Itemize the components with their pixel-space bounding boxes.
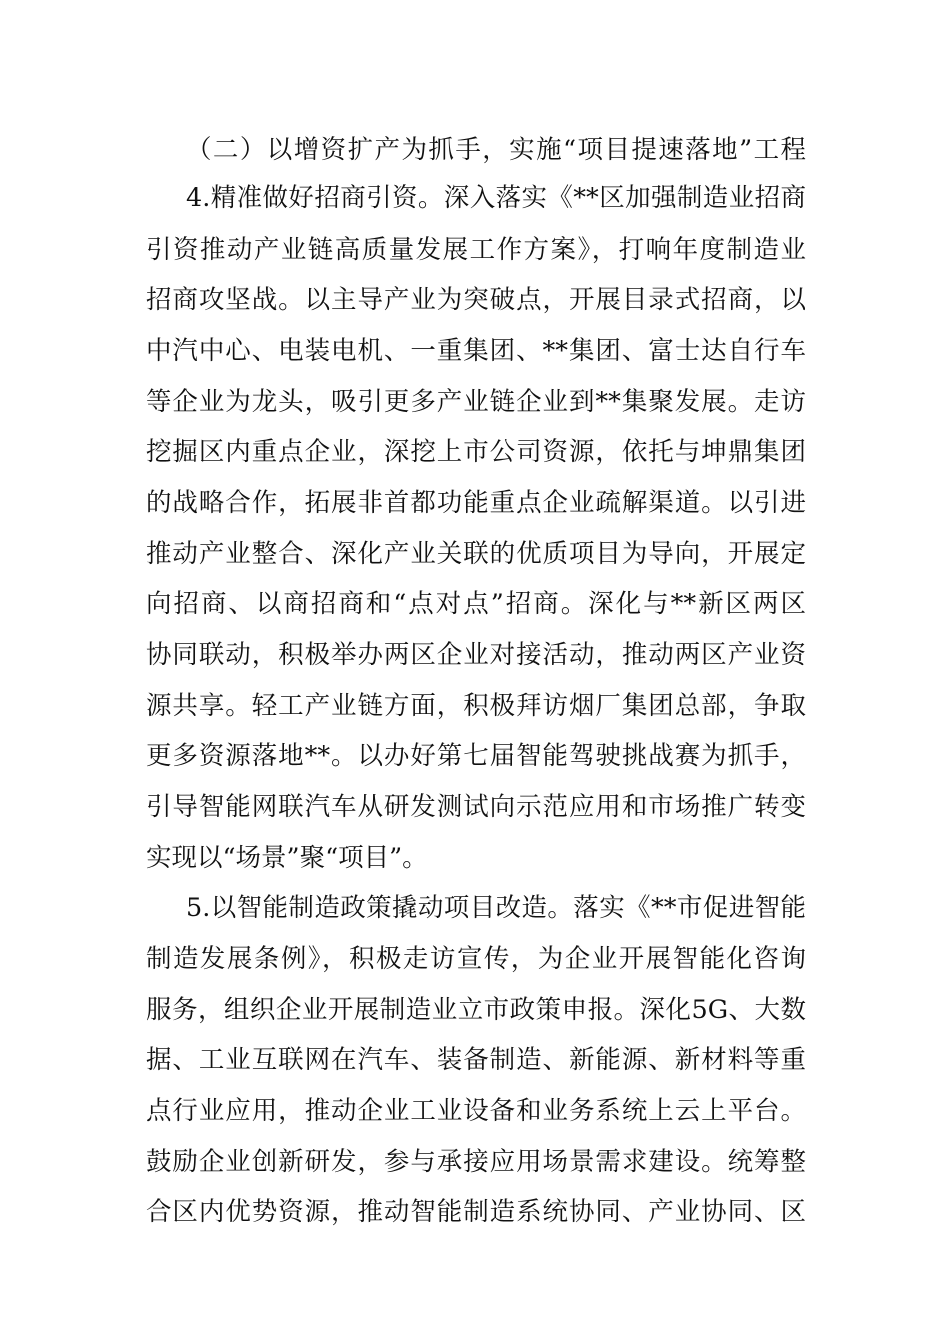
paragraph-1-line-7: 的战略合作，拓展非首都功能重点企业疏解渠道。以引进 [146,488,806,518]
paragraph-1-line-13: 引导智能网联汽车从研发测试向示范应用和市场推广转变 [146,792,806,822]
paragraph-1-line-10: 协同联动，积极举办两区企业对接活动，推动两区产业资 [146,640,806,670]
paragraph-2-line-2: 制造发展条例》，积极走访宣传，为企业开展智能化咨询 [146,944,806,974]
paragraph-2-line-6: 鼓励企业创新研发，参与承接应用场景需求建设。统筹整 [146,1147,806,1177]
paragraph-2-line-4: 据、工业互联网在汽车、装备制造、新能源、新材料等重 [146,1045,806,1075]
paragraph-2-line-5: 点行业应用，推动企业工业设备和业务系统上云上平台。 [146,1096,806,1126]
paragraph-1-line-5: 等企业为龙头，吸引更多产业链企业到**集聚发展。走访 [146,387,806,417]
paragraph-1-line-4: 中汽中心、电装电机、一重集团、**集团、富士达自行车 [146,336,806,366]
section-heading: （二）以增资扩产为抓手，实施“项目提速落地”工程 [186,135,806,165]
paragraph-1-line-12: 更多资源落地**。以办好第七届智能驾驶挑战赛为抓手， [146,741,806,771]
paragraph-2-line-7: 合区内优势资源，推动智能制造系统协同、产业协同、区 [146,1197,806,1227]
paragraph-1-line-6: 挖掘区内重点企业，深挖上市公司资源，依托与坤鼎集团 [146,437,806,467]
paragraph-1-line-11: 源共享。轻工产业链方面，积极拜访烟厂集团总部，争取 [146,691,806,721]
paragraph-1-line-9: 向招商、以商招商和“点对点”招商。深化与**新区两区 [146,589,806,619]
paragraph-2-line-1: 5.以智能制造政策撬动项目改造。落实《**市促进智能 [186,893,806,923]
paragraph-2-line-3: 服务，组织企业开展制造业立市政策申报。深化5G、大数 [146,995,806,1025]
paragraph-1-line-3: 招商攻坚战。以主导产业为突破点，开展目录式招商，以 [146,285,806,315]
paragraph-1-line-8: 推动产业整合、深化产业关联的优质项目为导向，开展定 [146,539,806,569]
paragraph-1-line-2: 引资推动产业链高质量发展工作方案》，打响年度制造业 [146,235,806,265]
paragraph-1-line-1: 4.精准做好招商引资。深入落实《**区加强制造业招商 [186,183,806,213]
paragraph-1-line-14: 实现以“场景”聚“项目”。 [146,843,428,873]
